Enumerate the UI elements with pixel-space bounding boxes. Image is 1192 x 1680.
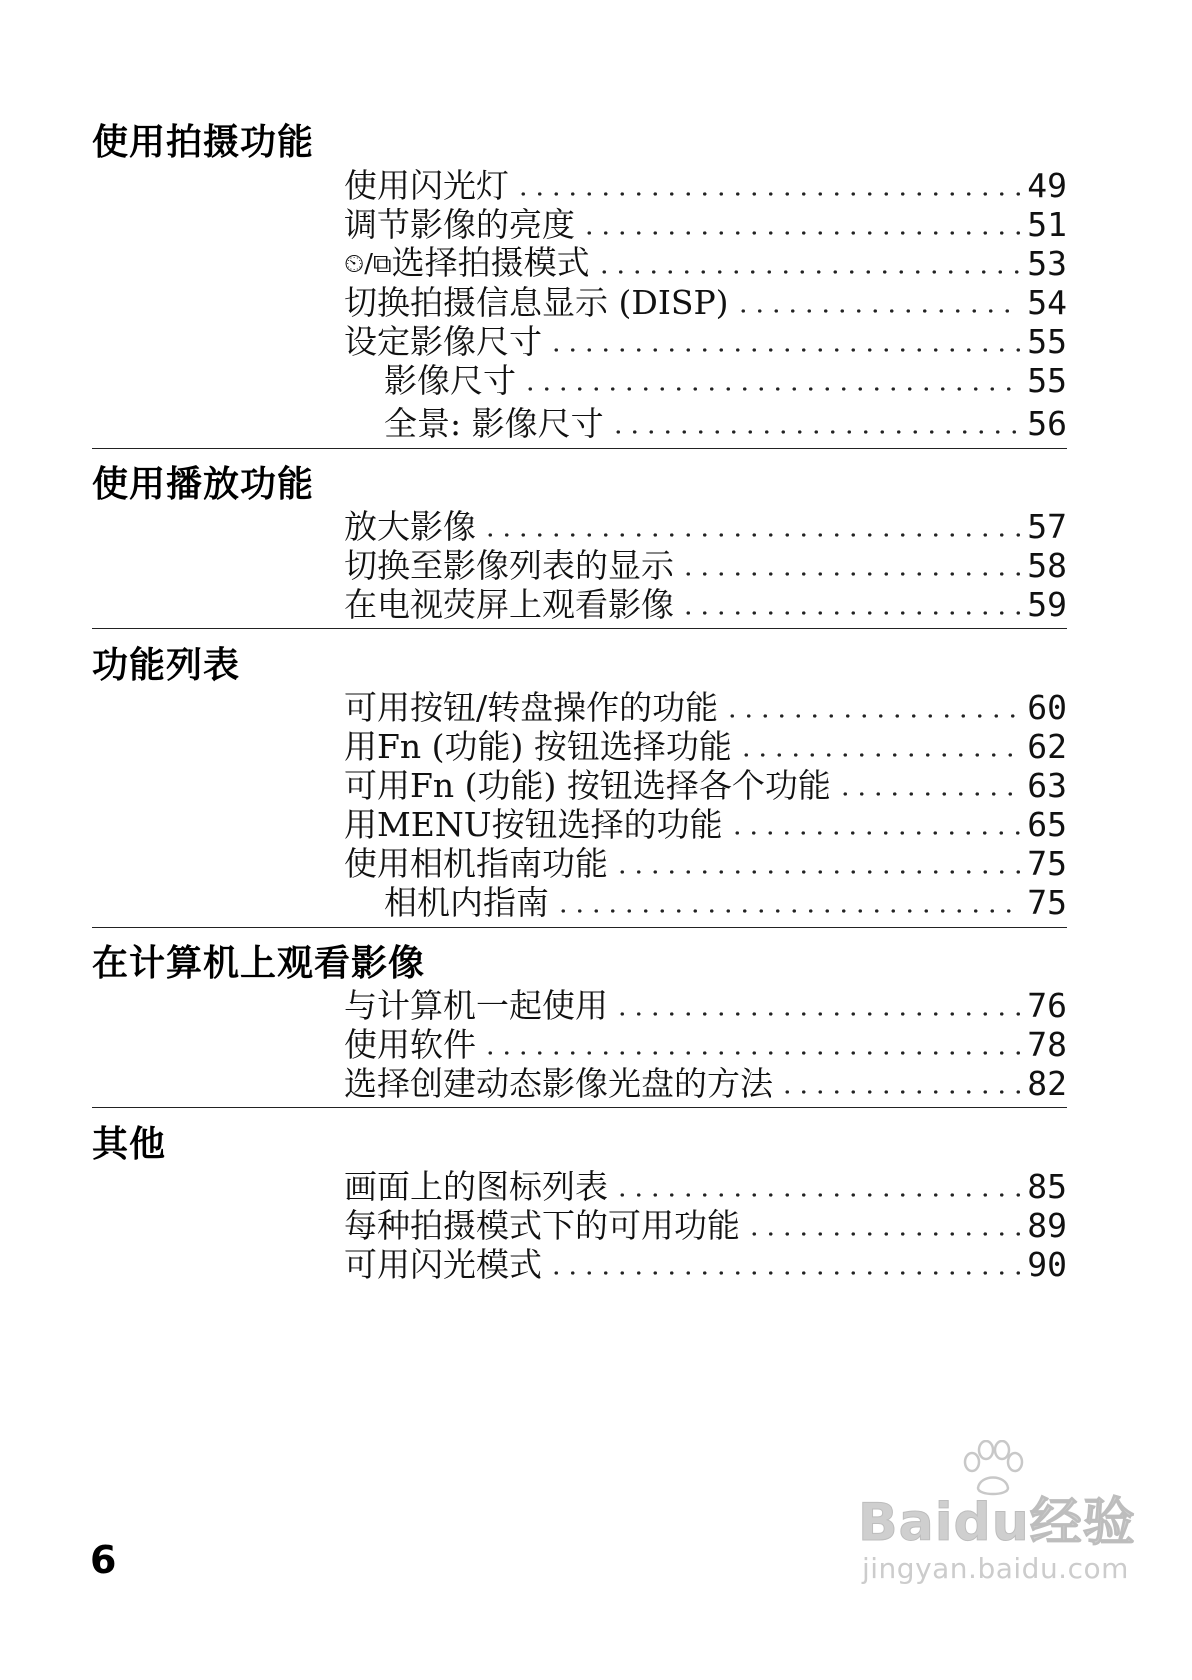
entry-label: 与计算机一起使用: [344, 986, 608, 1025]
toc-subentry[interactable]: [384, 404, 1067, 444]
dot-leader: [680, 610, 1021, 616]
toc-entry[interactable]: [344, 1064, 1067, 1104]
entry-label: 调节影像的亮度: [344, 205, 575, 244]
toc-entry[interactable]: [344, 205, 1067, 245]
toc-entry[interactable]: [344, 585, 1067, 625]
entry-label: 用Fn (功能) 按钮选择功能: [344, 727, 732, 766]
toc-entry[interactable]: [344, 322, 1067, 362]
entry-page: 59: [1027, 585, 1067, 624]
entry-label: 相机内指南: [384, 883, 549, 922]
entry-label: 放大影像: [344, 507, 476, 546]
toc-entry[interactable]: [344, 244, 1067, 284]
entry-label: 选择创建动态影像光盘的方法: [344, 1064, 773, 1103]
entry-page: 85: [1027, 1167, 1067, 1206]
entry-page: 49: [1027, 166, 1067, 205]
section-title: 使用拍摄功能: [92, 122, 315, 163]
toc-entry[interactable]: [344, 1167, 1067, 1207]
entry-label: 可用闪光模式: [344, 1245, 542, 1284]
entry-label-text: 选择拍摄模式: [391, 243, 590, 282]
dot-leader: [548, 1270, 1021, 1276]
dot-leader: [522, 386, 1021, 392]
entry-page: 57: [1027, 507, 1067, 546]
dot-leader: [779, 1089, 1021, 1095]
toc-entry[interactable]: [344, 727, 1067, 767]
toc-entry[interactable]: [344, 283, 1067, 323]
dot-leader: [581, 230, 1021, 236]
section-divider: [92, 448, 1067, 449]
watermark-url: jingyan.baidu.com: [862, 1552, 1129, 1585]
dot-leader: [610, 429, 1022, 435]
dot-leader: [596, 269, 1022, 275]
dot-leader: [614, 869, 1021, 875]
entry-page: 82: [1027, 1064, 1067, 1103]
entry-page: 58: [1027, 546, 1067, 585]
entry-page: 51: [1027, 205, 1067, 244]
entry-page: 65: [1027, 805, 1067, 844]
section-title: 使用播放功能: [92, 464, 315, 505]
entry-label: 每种拍摄模式下的可用功能: [344, 1206, 740, 1245]
toc-entry[interactable]: [344, 766, 1067, 806]
toc-entry[interactable]: [344, 1025, 1067, 1065]
toc-entry[interactable]: [344, 688, 1067, 728]
toc-entry[interactable]: [344, 844, 1067, 884]
dot-leader: [680, 571, 1021, 577]
dot-leader: [614, 1011, 1021, 1017]
entry-page: 60: [1027, 688, 1067, 727]
toc-entry[interactable]: [344, 805, 1067, 845]
entry-page: 54: [1027, 283, 1067, 322]
entry-label: 用MENU按钮选择的功能: [344, 805, 723, 844]
dot-leader: [746, 1231, 1021, 1237]
toc-entry[interactable]: [344, 166, 1067, 206]
section-title: 功能列表: [92, 645, 241, 686]
page-number: 6: [90, 1538, 117, 1582]
dot-leader: [837, 791, 1021, 797]
entry-page: 75: [1027, 844, 1067, 883]
entry-page: 75: [1027, 883, 1067, 922]
section-title: 在计算机上观看影像: [92, 943, 426, 984]
dot-leader: [724, 713, 1021, 719]
toc-entry[interactable]: [344, 546, 1067, 586]
entry-label: 在电视荧屏上观看影像: [344, 585, 674, 624]
entry-label: 设定影像尺寸: [344, 322, 542, 361]
dot-leader: [482, 1050, 1021, 1056]
section-divider: [92, 628, 1067, 629]
entry-page: 76: [1027, 986, 1067, 1025]
toc-entry[interactable]: [344, 986, 1067, 1026]
entry-page: 53: [1027, 244, 1067, 283]
entry-label: [344, 243, 590, 284]
entry-page: 78: [1027, 1025, 1067, 1064]
entry-page: 62: [1027, 727, 1067, 766]
toc-entry[interactable]: [344, 507, 1067, 547]
entry-page: 63: [1027, 766, 1067, 805]
baidu-logo: Baidu经验: [858, 1493, 1136, 1553]
entry-page: 89: [1027, 1206, 1067, 1245]
toc-subentry[interactable]: [384, 883, 1067, 923]
dot-leader: [738, 752, 1021, 758]
entry-page: 55: [1027, 361, 1067, 400]
entry-page: 55: [1027, 322, 1067, 361]
section-divider: [92, 927, 1067, 928]
entry-page: 56: [1027, 404, 1067, 443]
section-divider: [92, 1107, 1067, 1108]
entry-label: 可用Fn (功能) 按钮选择各个功能: [344, 766, 831, 805]
entry-label: 使用软件: [344, 1025, 476, 1064]
entry-label: 使用相机指南功能: [344, 844, 608, 883]
toc-subentry[interactable]: [384, 361, 1067, 401]
entry-label: 可用按钮/转盘操作的功能: [344, 688, 719, 727]
dot-leader: [614, 1192, 1021, 1198]
baidu-watermark: [858, 1440, 1158, 1590]
self-timer-burst-icon: ⏲/⧉: [344, 249, 392, 279]
dot-leader: [555, 908, 1021, 914]
dot-leader: [735, 308, 1022, 314]
toc-entry[interactable]: [344, 1245, 1067, 1285]
entry-label: 切换拍摄信息显示 (DISP): [344, 283, 729, 322]
section-title: 其他: [92, 1124, 167, 1165]
entry-label: 切换至影像列表的显示: [344, 546, 674, 585]
entry-label: 影像尺寸: [384, 361, 516, 400]
entry-label: 全景: 影像尺寸: [384, 404, 604, 443]
dot-leader: [729, 830, 1022, 836]
dot-leader: [515, 191, 1021, 197]
entry-label: 使用闪光灯: [344, 166, 509, 205]
entry-page: 90: [1027, 1245, 1067, 1284]
entry-label: 画面上的图标列表: [344, 1167, 608, 1206]
dot-leader: [548, 347, 1021, 353]
toc-entry[interactable]: [344, 1206, 1067, 1246]
dot-leader: [482, 532, 1021, 538]
